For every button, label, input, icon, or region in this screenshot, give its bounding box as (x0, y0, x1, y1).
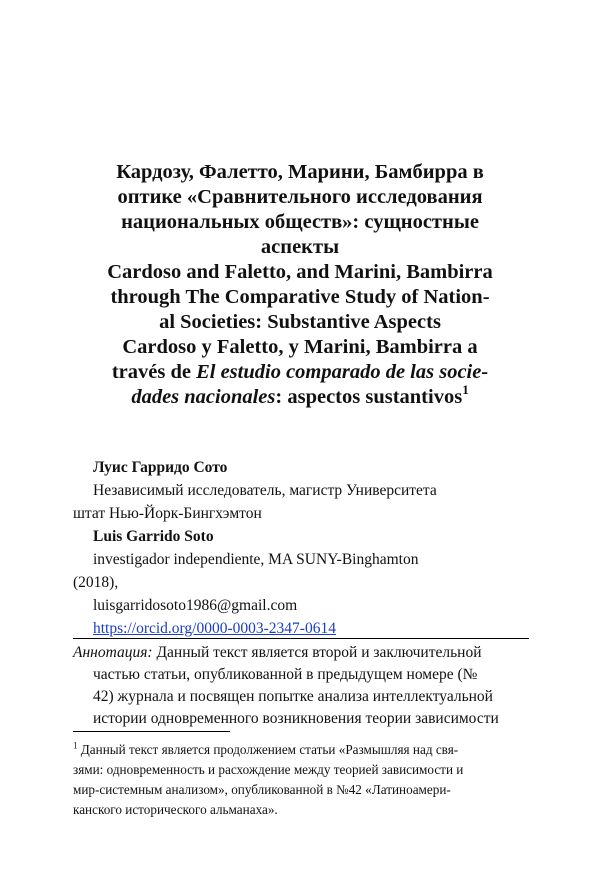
footnote-mark: 1 (73, 740, 78, 751)
title-es-line: Cardoso y Faletto, y Marini, Bambirra a (122, 336, 478, 358)
title-en-line: al Societies: Substantive Aspects (159, 311, 441, 333)
orcid-link[interactable]: https://orcid.org/0000-0003-2347-0614 (93, 620, 336, 637)
title-es-text: través de (111, 361, 197, 383)
footnote-block (73, 740, 529, 820)
footnote-divider (73, 731, 230, 732)
title-ru-line: национальных обществ»: сущностные (121, 211, 479, 233)
author-block (73, 456, 529, 640)
footnote-text: Данный текст является продолжением статьи «Размышляя над свя- (77, 742, 459, 757)
title-es-line (60, 382, 540, 410)
abstract-divider (73, 638, 529, 639)
article-title (60, 160, 540, 410)
title-en-line: through The Comparative Study of Nation- (110, 286, 490, 308)
author-email: luisgarridosoto1986@gmail.com (93, 597, 298, 614)
footnote-line: канского исторического альманаха». (73, 802, 278, 817)
title-ru-line: аспекты (260, 236, 340, 258)
title-en-line: Cardoso and Faletto, and Marini, Bambirra (107, 261, 493, 283)
author-affiliation-es-cont: (2018), (73, 574, 119, 591)
title-ru-line: оптике «Сравнительного исследования (117, 186, 483, 208)
abstract-line: истории одновременного возникновения теории зависимости (93, 710, 499, 727)
author-name-es: Luis Garrido Soto (93, 528, 214, 545)
orcid-row (73, 617, 529, 640)
title-es-italic: dades nacionales (131, 386, 276, 408)
abstract-text: Данный текст является второй и заключительной (152, 644, 482, 661)
title-es-text: : aspectos sustantivos (275, 386, 463, 408)
abstract-label: Аннотация: (73, 644, 153, 661)
abstract-line (73, 642, 529, 664)
title-ru-line: Кардозу, Фалетто, Марини, Бамбирра в (116, 161, 484, 183)
footnote-line (73, 740, 529, 760)
author-affiliation-ru-cont: штат Нью-Йорк-Бингхэмтон (73, 505, 262, 522)
abstract-block (73, 642, 529, 730)
footnote-line: зями: одновременность и расхождение между теорией зависимости и (73, 762, 464, 777)
footnote-line: мир-системным анализом», опубликованной в №42 «Латиноамери- (73, 782, 451, 797)
title-es-italic: El estudio comparado de las socie- (196, 361, 489, 383)
abstract-line: 42) журнала и посвящен попытке анализа интеллектуальной (93, 688, 493, 705)
abstract-line: частью статьи, опубликованной в предыдущем номере (№ (93, 666, 478, 683)
author-affiliation-ru: Независимый исследователь, магистр Университета (93, 482, 437, 499)
title-footnote-mark[interactable]: 1 (462, 382, 469, 398)
author-name-ru: Луис Гарридо Сото (93, 459, 228, 476)
author-affiliation-es: investigador independiente, MA SUNY-Binghamton (93, 551, 419, 568)
